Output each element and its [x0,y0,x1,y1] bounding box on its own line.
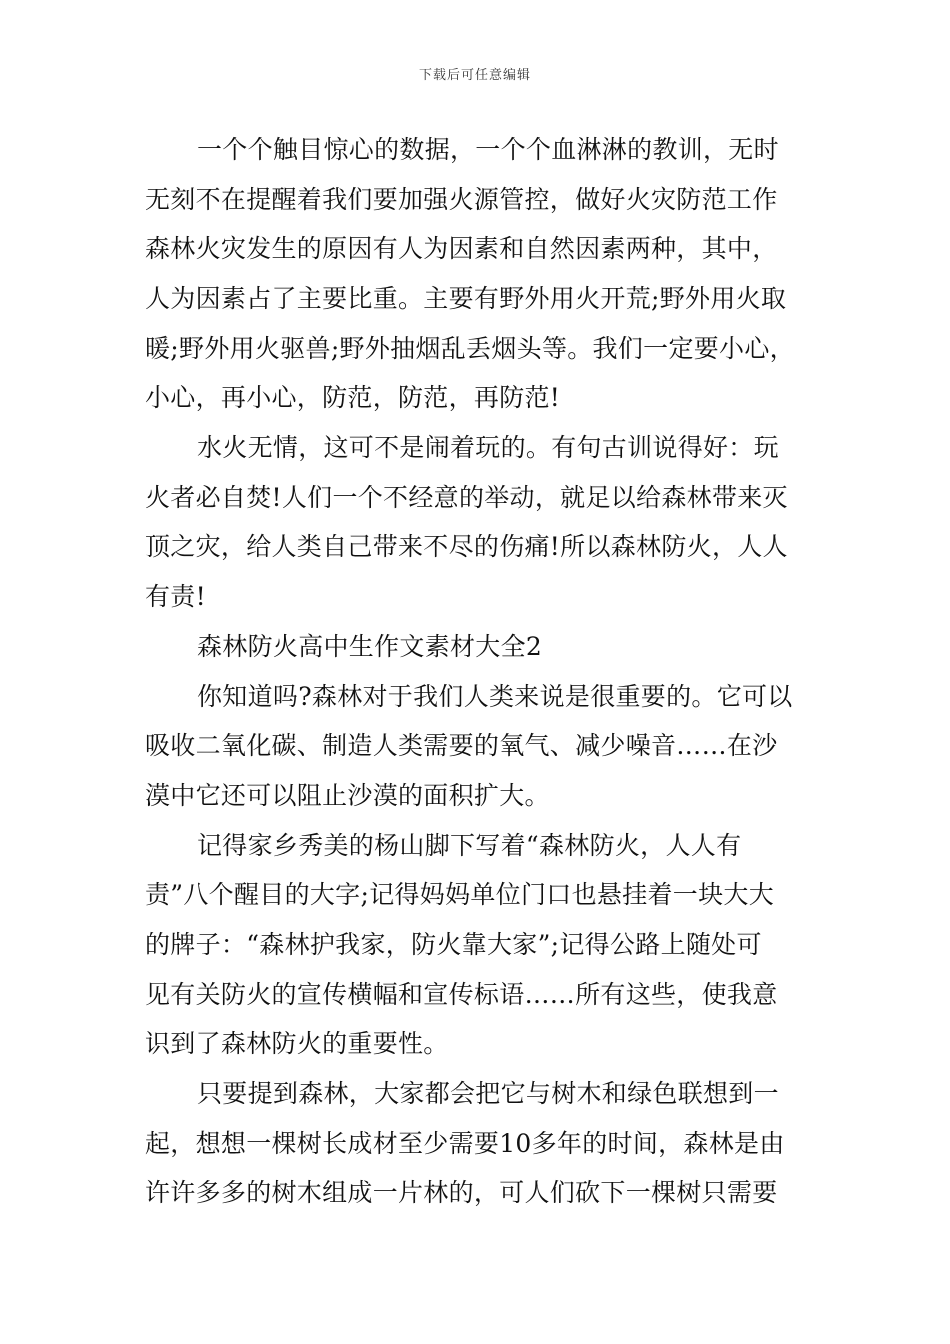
text-line: 吸收二氧化碳、制造人类需要的氧气、减少噪音……在沙 [145,731,778,760]
text-line: 顶之灾，给人类自己带来不尽的伤痛!所以森林防火，人人 [145,532,788,561]
text-line: 责”八个醒目的大字;记得妈妈单位门口也悬挂着一块大大 [145,880,775,909]
text-line: 只要提到森林，大家都会把它与树木和绿色联想到一 [197,1079,779,1108]
text-line: 识到了森林防火的重要性。 [145,1029,449,1058]
text-line: 许许多多的树木组成一片林的，可人们砍下一棵树只需要 [145,1178,778,1207]
text-line: 起，想想一棵树长成材至少需要10多年的时间，森林是由 [145,1129,785,1158]
text-line: 人为因素占了主要比重。主要有野外用火开荒;野外用火取 [145,284,787,313]
text-line: 记得家乡秀美的杨山脚下写着“森林防火，人人有 [197,831,742,860]
page-header: 下载后可任意编辑 [418,68,531,83]
text-line: 森林火灾发生的原因有人为因素和自然因素两种，其中， [145,234,778,263]
text-line: 火者必自焚!人们一个不经意的举动，就足以给森林带来灭 [145,483,788,512]
text-line: 水火无情，这可不是闹着玩的。有句古训说得好：玩 [197,433,779,462]
section-heading: 森林防火高中生作文素材大全2 [197,632,543,661]
text-line: 小心，再小心，防范，防范，再防范! [145,383,561,412]
text-line: 一个个触目惊心的数据，一个个血淋淋的教训，无时 [197,135,779,164]
text-line: 见有关防火的宣传横幅和宣传标语……所有这些，使我意 [145,980,778,1009]
text-line: 有责! [145,582,206,611]
text-line: 漠中它还可以阻止沙漠的面积扩大。 [145,781,550,810]
text-line: 你知道吗?森林对于我们人类来说是很重要的。它可以 [197,682,793,711]
text-line: 的牌子：“森林护我家，防火靠大家”;记得公路上随处可 [145,930,762,959]
text-line: 无刻不在提醒着我们要加强火源管控，做好火灾防范工作 [145,185,778,214]
text-line: 暖;野外用火驱兽;野外抽烟乱丢烟头等。我们一定要小心， [145,334,795,363]
